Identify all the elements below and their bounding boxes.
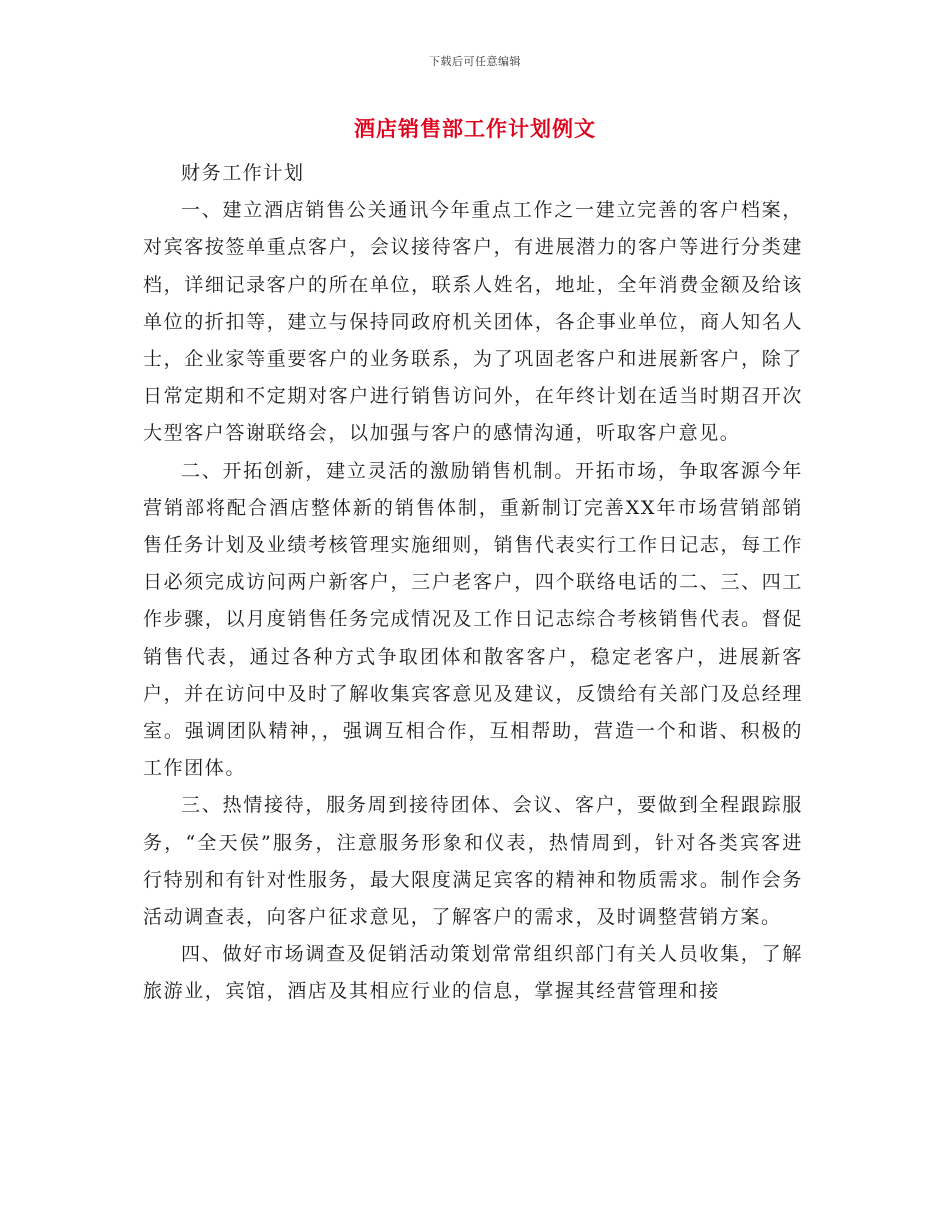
- paragraph-4: 四、做好市场调查及促销活动策划常常组织部门有关人员收集，了解旅游业，宾馆，酒店及其相应行业的信息，掌握其经营管理和接: [143, 943, 803, 1003]
- section-subtitle: 财务工作计划: [181, 162, 305, 184]
- paragraph-3: 三、热情接待，服务周到接待团体、会议、客户，要做到全程跟踪服务，“全天侯”服务，注意服务形象和仪表，热情周到，针对各类宾客进行特别和有针对性服务，最大限度满足宾客的精神和物质需求。制作会务活动调查表，向客户征求意见，了解客户的需求，及时调整营销方案。: [143, 794, 803, 929]
- document-body: [143, 155, 803, 1011]
- paragraph-1: 一、建立酒店销售公关通讯今年重点工作之一建立完善的客户档案，对宾客按签单重点客户，会议接待客户，有进展潜力的客户等进行分类建档，详细记录客户的所在单位，联系人姓名，地址，全年消费金额及给该单位的折扣等，建立与保持同政府机关团体，各企事业单位，商人知名人士，企业家等重要客户的业务联系，为了巩固老客户和进展新客户，除了日常定期和不定期对客户进行销售访问外，在年终计划在适当时期召开次大型客户答谢联络会，以加强与客户的感情沟通，听取客户意见。: [143, 199, 803, 445]
- header-note: 下载后可任意编辑: [429, 55, 521, 68]
- paragraph-2: 二、开拓创新，建立灵活的激励销售机制。开拓市场，争取客源今年营销部将配合酒店整体新的销售体制，重新制订完善XX年市场营销部销售任务计划及业绩考核管理实施细则，销售代表实行工作日记志，每工作日必须完成访问两户新客户，三户老客户，四个联络电话的二、三、四工作步骤，以月度销售任务完成情况及工作日记志综合考核销售代表。督促销售代表，通过各种方式争取团体和散客客户，稳定老客户，进展新客户，并在访问中及时了解收集宾客意见及建议，反馈给有关部门及总经理室。强调团队精神，，强调互相合作，互相帮助，营造一个和谐、积极的工作团体。: [143, 459, 803, 780]
- document-title: 酒店销售部工作计划例文: [354, 116, 596, 141]
